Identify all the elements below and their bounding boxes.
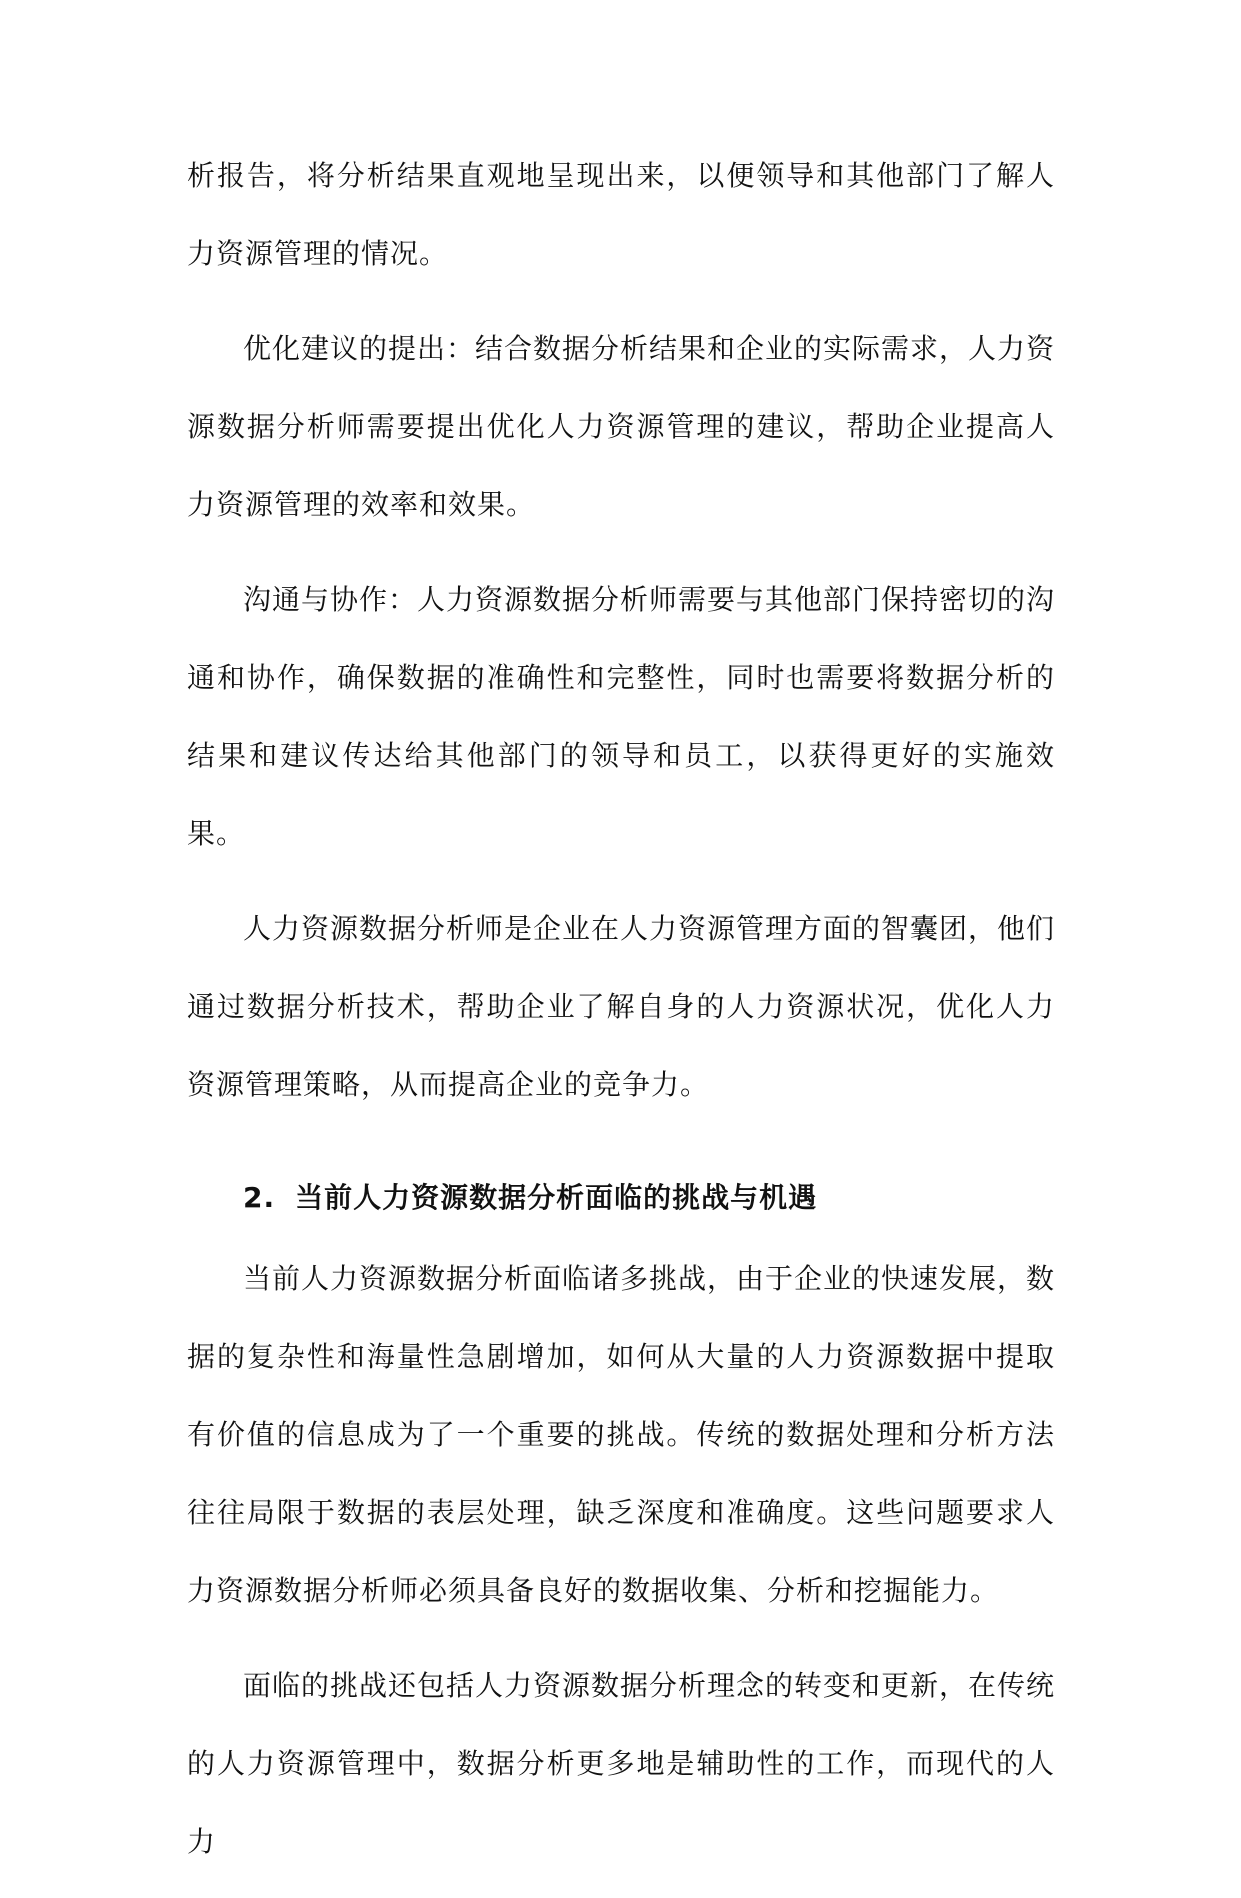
paragraph-continued: 析报告，将分析结果直观地呈现出来，以便领导和其他部门了解人力资源管理的情况。 [187,159,1055,270]
paragraph-analyst-role-summary: 人力资源数据分析师是企业在人力资源管理方面的智囊团，他们通过数据分析技术，帮助企业了解自身的人力资源状况，优化人力资源管理策略，从而提高企业的竞争力。 [187,912,1056,1101]
paragraph-communication-collaboration: 沟通与协作：人力资源数据分析师需要与其他部门保持密切的沟通和协作，确保数据的准确性和完整性，同时也需要将数据分析的结果和建议传达给其他部门的领导和员工，以获得更好的实施效果。 [187,583,1056,850]
section-title: 当前人力资源数据分析面临的挑战与机遇 [295,1181,818,1214]
section-number: 2. [243,1181,276,1214]
paragraph-optimization-suggestions: 优化建议的提出：结合数据分析结果和企业的实际需求，人力资源数据分析师需要提出优化人力资源管理的建议，帮助企业提高人力资源管理的效率和效果。 [187,332,1056,521]
document-page [187,137,1055,1898]
section-heading [187,1168,1055,1228]
paragraph-challenges: 当前人力资源数据分析面临诸多挑战，由于企业的快速发展，数据的复杂性和海量性急剧增加，如何从大量的人力资源数据中提取有价值的信息成为了一个重要的挑战。传统的数据处理和分析方法往往局限于数据的表层处理，缺乏深度和准确度。这些问题要求人力资源数据分析师必须具备良好的数据收集、分析和挖掘能力。 [187,1262,1056,1607]
paragraph-challenges-continued: 面临的挑战还包括人力资源数据分析理念的转变和更新，在传统的人力资源管理中，数据分析更多地是辅助性的工作，而现代的人力 [187,1669,1056,1858]
